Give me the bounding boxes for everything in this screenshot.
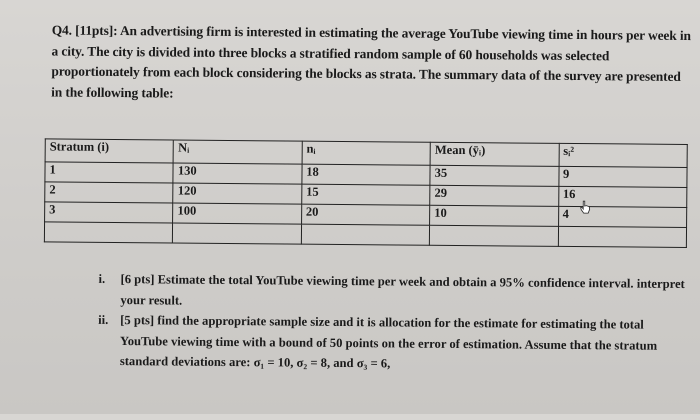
table-cell: 3 [45, 202, 174, 223]
question-text: Q4. [11pts]: An advertising firm is interested in estimating the average YouTube viewing time in hours per week in a city. The city is divided into three blocks a stratified random sample of 60 households was selected proportionately from each block considering the blocks as strata. The summary data of the survey are presented in the following table: [51, 22, 691, 101]
table-cell: 20 [301, 204, 430, 225]
table-cell: 29 [430, 185, 559, 206]
table-cell: 35 [430, 165, 559, 186]
table-cell: 4 [558, 206, 687, 227]
table-cell [44, 222, 173, 243]
table-cell [173, 223, 302, 244]
table-cell: 16 [558, 186, 687, 207]
question-parts [98, 269, 689, 377]
table-cell: 18 [302, 164, 431, 185]
table-cell: 9 [558, 166, 687, 187]
header-mean: Mean (ȳᵢ) [430, 142, 559, 166]
part-text: [6 pts] Estimate the total YouTube viewing time per week and obtain a 95% confidence interval. interpret your result. [120, 272, 685, 308]
table-cell: 120 [173, 183, 302, 204]
table-cell: 130 [173, 163, 302, 184]
header-population-size: Nᵢ [173, 140, 302, 164]
header-sample-size: nᵢ [302, 141, 431, 165]
table-cell: 100 [173, 203, 302, 224]
table-cell: 1 [45, 162, 174, 183]
table-cell: 10 [430, 205, 559, 226]
part-ii [98, 310, 689, 377]
part-marker: ii. [98, 312, 109, 327]
part-i [98, 269, 688, 315]
table-cell: 2 [45, 182, 174, 203]
table-cell [430, 225, 559, 246]
table-cell: 15 [302, 184, 431, 205]
summary-table [44, 138, 688, 248]
header-stratum: Stratum (i) [45, 139, 174, 163]
table-cell [301, 224, 430, 245]
table-cell [558, 226, 687, 247]
part-marker: i. [98, 271, 106, 286]
header-variance: sᵢ² [559, 143, 688, 167]
part-text: [5 pts] find the appropriate sample size and it is allocation for the estimate for estimating the total YouTube viewing time with a bound of 50 points on the error of estimation. Assume that the stratum standard deviations are: σ₁ = 10, σ₂ = 8, and σ₃ = 6, [119, 313, 658, 371]
table-row-empty [44, 222, 686, 248]
mouse-cursor-icon [579, 200, 591, 214]
